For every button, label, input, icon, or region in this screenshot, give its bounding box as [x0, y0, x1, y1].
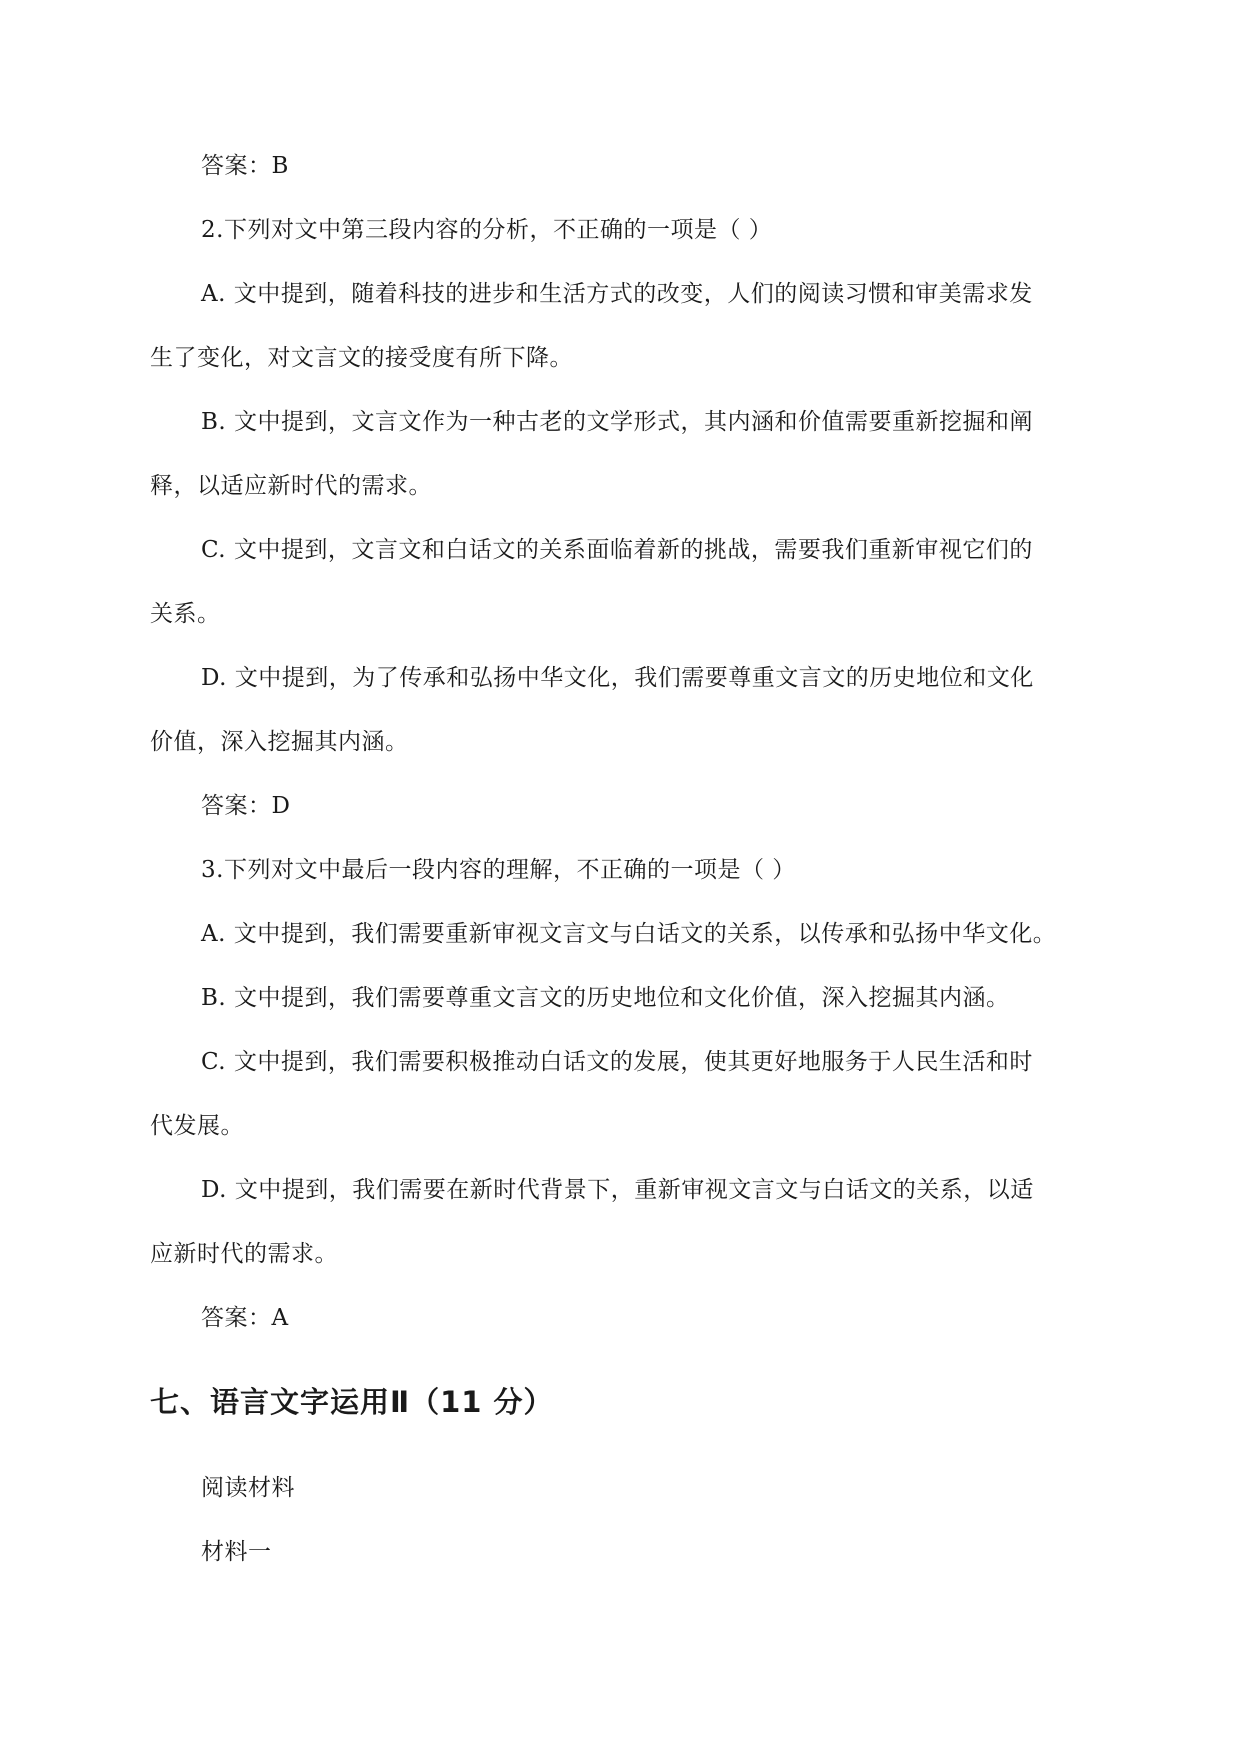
q3-option-c-line2: 代发展。 [150, 1113, 244, 1139]
q2-option-c-line2: 关系。 [150, 601, 221, 627]
q3-option-a: A. 文中提到，我们需要重新审视文言文与白话文的关系，以传承和弘扬中华文化。 [201, 921, 1057, 947]
q2-option-b-line2: 释，以适应新时代的需求。 [150, 473, 432, 499]
q2-answer: 答案：D [201, 793, 291, 819]
q2-stem: 2.下列对文中第三段内容的分析，不正确的一项是（ ） [201, 217, 773, 243]
q1-answer: 答案：B [201, 153, 289, 179]
material-label: 材料一 [201, 1539, 272, 1565]
q3-answer: 答案：A [201, 1305, 289, 1331]
q3-option-d-line1: D. 文中提到，我们需要在新时代背景下，重新审视文言文与白话文的关系，以适 [201, 1177, 1034, 1203]
q3-option-b: B. 文中提到，我们需要尊重文言文的历史地位和文化价值，深入挖掘其内涵。 [201, 985, 1010, 1011]
section-intro: 阅读材料 [201, 1475, 295, 1501]
q2-option-d-line1: D. 文中提到，为了传承和弘扬中华文化，我们需要尊重文言文的历史地位和文化 [201, 665, 1034, 691]
q3-option-c-line1: C. 文中提到，我们需要积极推动白话文的发展，使其更好地服务于人民生活和时 [201, 1049, 1033, 1075]
q2-option-b-line1: B. 文中提到，文言文作为一种古老的文学形式，其内涵和价值需要重新挖掘和阐 [201, 409, 1034, 435]
q2-option-c-line1: C. 文中提到，文言文和白话文的关系面临着新的挑战，需要我们重新审视它们的 [201, 537, 1033, 563]
q3-option-d-line2: 应新时代的需求。 [150, 1241, 338, 1267]
q2-option-d-line2: 价值，深入挖掘其内涵。 [150, 729, 409, 755]
q2-option-a-line2: 生了变化，对文言文的接受度有所下降。 [150, 345, 573, 371]
section-heading: 七、语言文字运用Ⅱ（11 分） [150, 1385, 554, 1419]
q3-stem: 3.下列对文中最后一段内容的理解，不正确的一项是（ ） [201, 857, 796, 883]
q2-option-a-line1: A. 文中提到，随着科技的进步和生活方式的改变，人们的阅读习惯和审美需求发 [201, 281, 1033, 307]
